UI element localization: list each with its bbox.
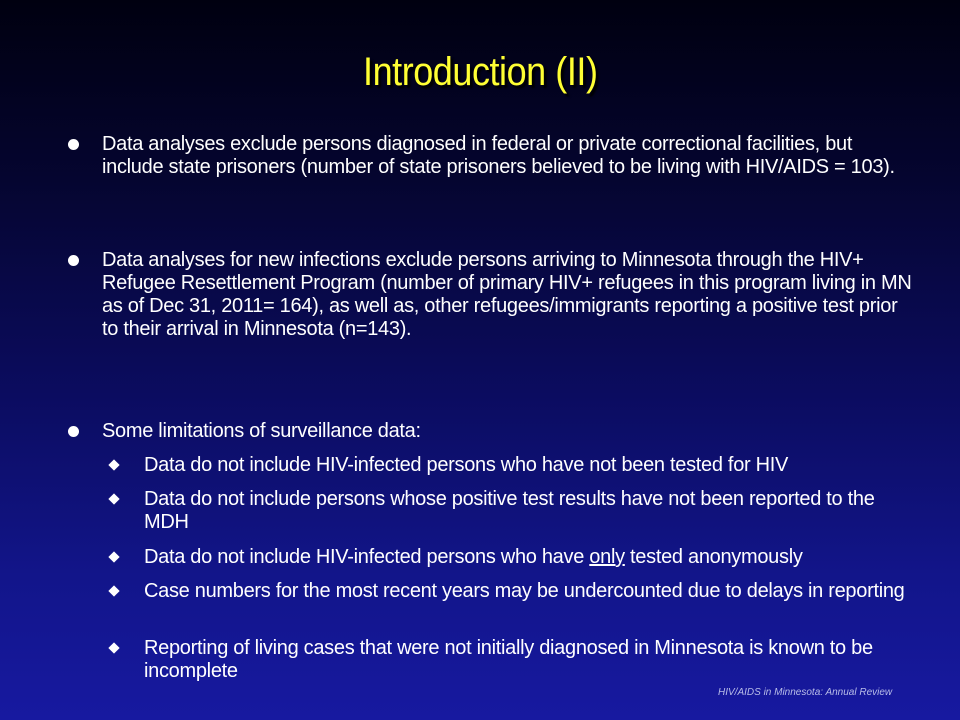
- subbullet-text: Data do not include HIV-infected persons who have not been tested for HIV: [144, 454, 789, 476]
- slide-title-text: Introduction (II): [362, 50, 598, 94]
- subbullet-undercounted: [144, 580, 919, 603]
- slide-title: [0, 44, 960, 100]
- bullet-dot-icon: [68, 139, 79, 150]
- subbullet-text: Data do not include persons whose positive test results have not been reported to the MDH: [144, 488, 875, 533]
- diamond-bullet-icon: [108, 459, 119, 470]
- subbullet-incomplete: [144, 637, 919, 683]
- bullet-text: Data analyses for new infections exclude persons arriving to Minnesota through the HIV+ Refugee Resettlement Program (number of primary HIV+ refugees in this program living in MN as of Dec 31, 2011= 164), as well as, other refugees/immigrants reporting a positive test prior to their arrival in Minnesota (n=143).: [102, 249, 912, 340]
- subbullet-anonymous: [144, 546, 919, 569]
- diamond-bullet-icon: [108, 551, 119, 562]
- bullet-refugees: [102, 249, 914, 341]
- subbullet-text: Reporting of living cases that were not initially diagnosed in Minnesota is known to be incomplete: [144, 637, 873, 682]
- subbullet-text-underlined: only: [589, 546, 625, 568]
- bullet-dot-icon: [68, 426, 79, 437]
- bullet-dot-icon: [68, 255, 79, 266]
- subbullet-text: Case numbers for the most recent years may be undercounted due to delays in reporting: [144, 580, 905, 602]
- diamond-bullet-icon: [108, 585, 119, 596]
- bullet-text: Some limitations of surveillance data:: [102, 420, 421, 442]
- bullet-correctional: [102, 133, 914, 179]
- diamond-bullet-icon: [108, 642, 119, 653]
- diamond-bullet-icon: [108, 493, 119, 504]
- bullet-limitations: [102, 420, 914, 443]
- bullet-text: Data analyses exclude persons diagnosed in federal or private correctional facilities, but include state prisoners (number of state prisoners believed to be living with HIV/AIDS = 103).: [102, 133, 895, 178]
- subbullet-text-after: tested anonymously: [624, 546, 803, 568]
- slide-footer: HIV/AIDS in Minnesota: Annual Review: [718, 687, 893, 698]
- subbullet-not-reported: [144, 488, 919, 534]
- subbullet-not-tested: [144, 454, 919, 477]
- subbullet-text-before: Data do not include HIV-infected persons who have: [144, 546, 590, 568]
